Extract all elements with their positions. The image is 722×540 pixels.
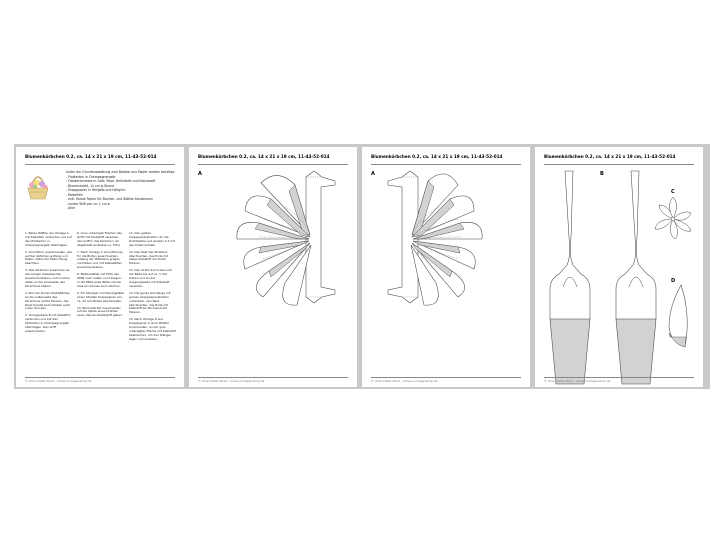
materials-line: - Klebefilm [66,192,83,197]
step: 1. Beide Hälften der Vorlage A mit Klebefilm verbinden und auf den Plotkarton in Champagnergelb übertragen. [25,231,72,247]
page-header: Blumenkörbchen 0.2, ca. 14 x 21 x 19 cm, 11-43-52-014 [198,154,330,159]
step: 6. Grau unterlegte Flächen des Griffs mit Klebstoff versehen, den Griff in das Körbchen um abgebildet einkleben (s. Foto). [77,231,122,247]
page-footer: © Ilma Ghitel 2014 - Irmas-vorlagenshop.de [25,379,92,383]
step: 2. Grundform ausschneiden, wie auf der Abfahren entlang und falzen, dabei die Falzrichtung beachten. [25,249,72,266]
steps-column-1 [25,232,73,337]
step: 8. Blütenblätter mit Hilfe des Stifts nach außen rund biegen. In die Mitte jeder Blüte mit der Ahle ein kleines Loch stechen. [77,272,122,288]
template-label-a: A [371,171,375,177]
template-bcd-drawing [535,147,703,387]
template-label-a: A [198,171,202,177]
page-instructions [16,147,184,387]
materials-line: - Ahle [66,206,75,210]
template-label-c: C [671,189,675,195]
footer-rule [198,377,348,378]
step: 3. Das Körbchen zusammen an den langen Klebelaschen zusammenkleben, zum Lochen dabei an die Innenseite des Körbchens kleben. [25,268,70,288]
page-template-bcd [535,147,703,387]
materials-line: - Krepppapier in Hellgelb und Hellgrün [66,188,126,192]
template-label-d: D [671,278,676,284]
page-template-a-right [362,147,530,387]
materials-line: - evtl. florale Papier für Blumen- und Blätter-Schablonen [66,197,153,201]
basket-photo-drawing [28,177,48,199]
materials-line: - runder Stift von ca. 1 cm ø [66,201,110,206]
step: 10. Blumendraht zuschneiden, auf die Spitze eines Drahtes einen kleinen Klebestoff geben. [77,305,123,318]
page-footer: © Ilma Ghitel 2014 - Irmas-vorlagenshop.de [544,379,611,383]
step: 14. Die ganze Grünlänge mit grünen Krepppapierstreifen umwickeln, den Rest abschneiden, das Ende mit Klebstoff am Blumendraht fixieren. [129,290,171,315]
steps-column-2 [77,232,125,321]
step: 4. Nun die kurzen Klebeflächen an die Außenseite des Körbchens rechts fixieren, den Rand bereits beim Kleben nach unten drücken. [25,290,71,311]
materials-line: Außer der Grundausstattung zum Basteln aus Papier werden benötigt: [66,170,176,174]
template-b-handle [550,171,656,384]
step: 11. Den gelben Krepppapierstreifen um die Drahtspitze und wickeln 2-3 mit den Draht wickeln. [129,231,176,247]
steps-column-3 [129,232,177,345]
step: 12. Den Rest des Streifens abschneiden, das Ende mit etwas Klebstoff am Draht fixieren. [129,249,169,266]
page-header: Blumenkörbchen 0.2, ca. 14 x 21 x 19 cm, 11-43-52-014 [544,154,676,159]
template-a-right-drawing [362,147,530,387]
materials-list [66,170,176,211]
footer-rule [544,377,694,378]
page-header: Blumenkörbchen 0.2, ca. 14 x 21 x 19 cm, 11-43-52-014 [371,154,503,159]
step: 7. Nach Vorlage C Grundformen für die Blüten ausschneiden, entlang der Mittellinie prägen und falten und mit Klebestiften zusammenkleben. [77,249,123,270]
materials-line: - Plotkarton in Champagnergelb [66,174,116,179]
footer-rule [25,377,175,378]
footer-rule [371,377,521,378]
page-template-a-left [189,147,357,387]
page-footer: © Ilma Ghitel 2014 - Irmas-vorlagenshop.de [371,379,438,383]
step: 9. Für Stempel und Staubgefäße einen Streifen Krepppapier von ca. 10 mm Breite abschneiden. [77,290,124,303]
step: 15. Nach Vorlage D aus Krepppapier in Grün Blätter zuschneiden, an der grau unterlegten Fläche mit Klebstoff bestreichen, um den Stängel legen und anheben. [129,317,176,341]
page-header: Blumenkörbchen 0.2, ca. 14 x 21 x 19 cm, 11-43-52-014 [25,154,157,159]
step: 13. Den Draht durch das Loch der Blüte bis auf ca. 3 mm ziehen und an der Ausgangsseite mit Klebstoff versehen. [129,268,173,288]
page-footer: © Ilma Ghitel 2014 - Irmas-vorlagenshop.de [198,379,265,383]
template-a-left-drawing [189,147,357,387]
step: 5. Vorlagenteile B mit Klebefilm verbinden und auf den Plotkarton in Champagnergelb übertragen. Den Griff ausschneiden. [25,313,71,333]
template-c-flower [655,197,691,239]
template-label-b: B [600,171,604,177]
materials-line: - Blumendraht, 1x cm je Blume [66,183,115,188]
materials-line: - Fotokartonreste in Gelb, Rosa, Hellviolett und Naturweiß [66,179,156,183]
template-d-leaf [669,285,687,347]
